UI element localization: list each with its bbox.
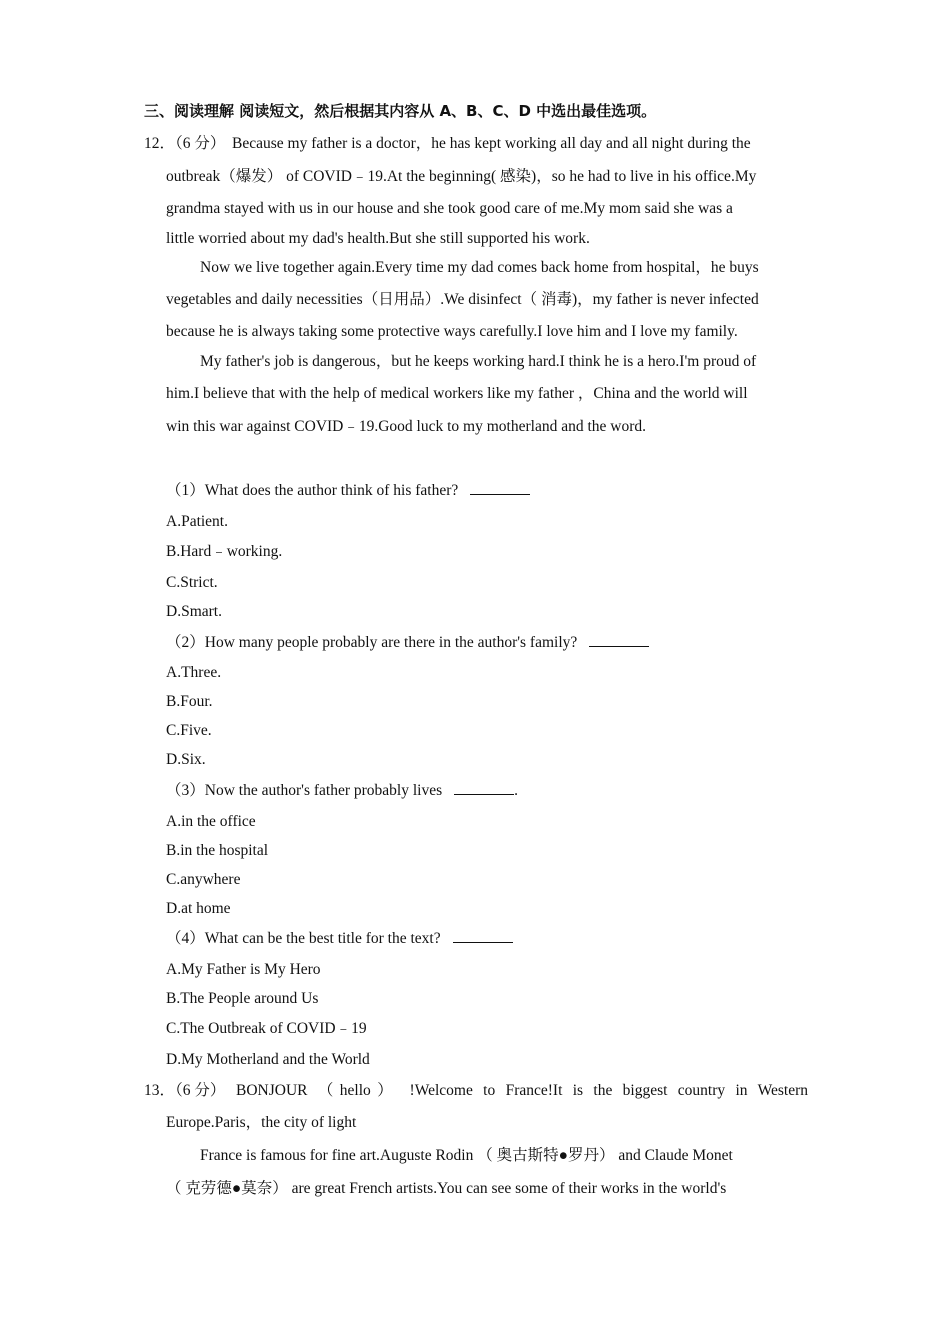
question-12-number: 12．（6 分） — [144, 135, 226, 152]
answer-blank[interactable] — [589, 634, 649, 647]
passage-line: win this war against COVID﹣19.Good luck to my motherland and the word. — [166, 418, 646, 435]
sub-question-3 — [166, 781, 518, 801]
option-c: C.The Outbreak of COVID﹣19 — [166, 1020, 367, 1037]
question-suffix: . — [514, 782, 519, 799]
question-stem: （4）What can be the best title for the text? — [166, 930, 441, 947]
passage-line: vegetables and daily necessities（日用品）.We disinfect（ 消毒)，my father is never infected — [166, 291, 759, 308]
passage-line: because he is always taking some protective ways carefully.I love him and I love my family. — [166, 323, 738, 340]
passage-line: him.I believe that with the help of medical workers like my father ，China and the world will — [166, 385, 748, 402]
question-stem: （1）What does the author think of his father? — [166, 482, 459, 499]
question-stem: （3）Now the author's father probably lives — [166, 782, 443, 799]
answer-blank[interactable] — [470, 482, 530, 495]
option-d: D.at home — [166, 900, 231, 917]
answer-blank[interactable] — [453, 930, 513, 943]
section-heading: 三、阅读理解 阅读短文，然后根据其内容从 A、B、C、D 中选出最佳选项。 — [144, 102, 657, 120]
option-a: A.My Father is My Hero — [166, 961, 321, 978]
passage-line: Because my father is a doctor，he has kept working all day and all night during the — [232, 135, 751, 152]
option-c: C.anywhere — [166, 871, 241, 888]
option-b: B.The People around Us — [166, 990, 319, 1007]
option-b: B.Four. — [166, 693, 213, 710]
option-c: C.Strict. — [166, 574, 218, 591]
question-stem: （2）How many people probably are there in the author's family? — [166, 634, 578, 651]
option-d: D.Smart. — [166, 603, 222, 620]
option-a: A.Three. — [166, 664, 222, 681]
passage-line: outbreak（爆发） of COVID﹣19.At the beginning( 感染)，so he had to live in his office.My — [166, 168, 757, 185]
option-c: C.Five. — [166, 722, 212, 739]
answer-blank[interactable] — [454, 782, 514, 795]
question-13-number: 13．（6 分） — [144, 1082, 226, 1099]
option-b: B.in the hospital — [166, 842, 269, 859]
option-a: A.Patient. — [166, 513, 228, 530]
passage-line: My father's job is dangerous，but he keeps working hard.I think he is a hero.I'm proud of — [200, 353, 757, 370]
sub-question-4 — [166, 929, 513, 949]
passage-line: little worried about my dad's health.But she still supported his work. — [166, 230, 590, 247]
passage-line: grandma stayed with us in our house and she took good care of me.My mom said she was a — [166, 200, 733, 217]
option-a: A.in the office — [166, 813, 256, 830]
passage-line: France is famous for fine art.Auguste Rodin （ 奥古斯特●罗丹） and Claude Monet — [200, 1147, 733, 1164]
passage-line: BONJOUR （hello） !Welcome to France!It is the biggest country in Western — [236, 1082, 808, 1099]
sub-question-1 — [166, 481, 530, 501]
sub-question-2 — [166, 633, 649, 653]
passage-line: （ 克劳德●莫奈） are great French artists.You can see some of their works in the world's — [166, 1180, 727, 1197]
passage-line: Now we live together again.Every time my dad comes back home from hospital，he buys — [200, 259, 759, 276]
passage-line: Europe.Paris，the city of light — [166, 1114, 357, 1131]
option-d: D.Six. — [166, 751, 206, 768]
option-d: D.My Motherland and the World — [166, 1051, 370, 1068]
option-b: B.Hard﹣working. — [166, 543, 283, 560]
